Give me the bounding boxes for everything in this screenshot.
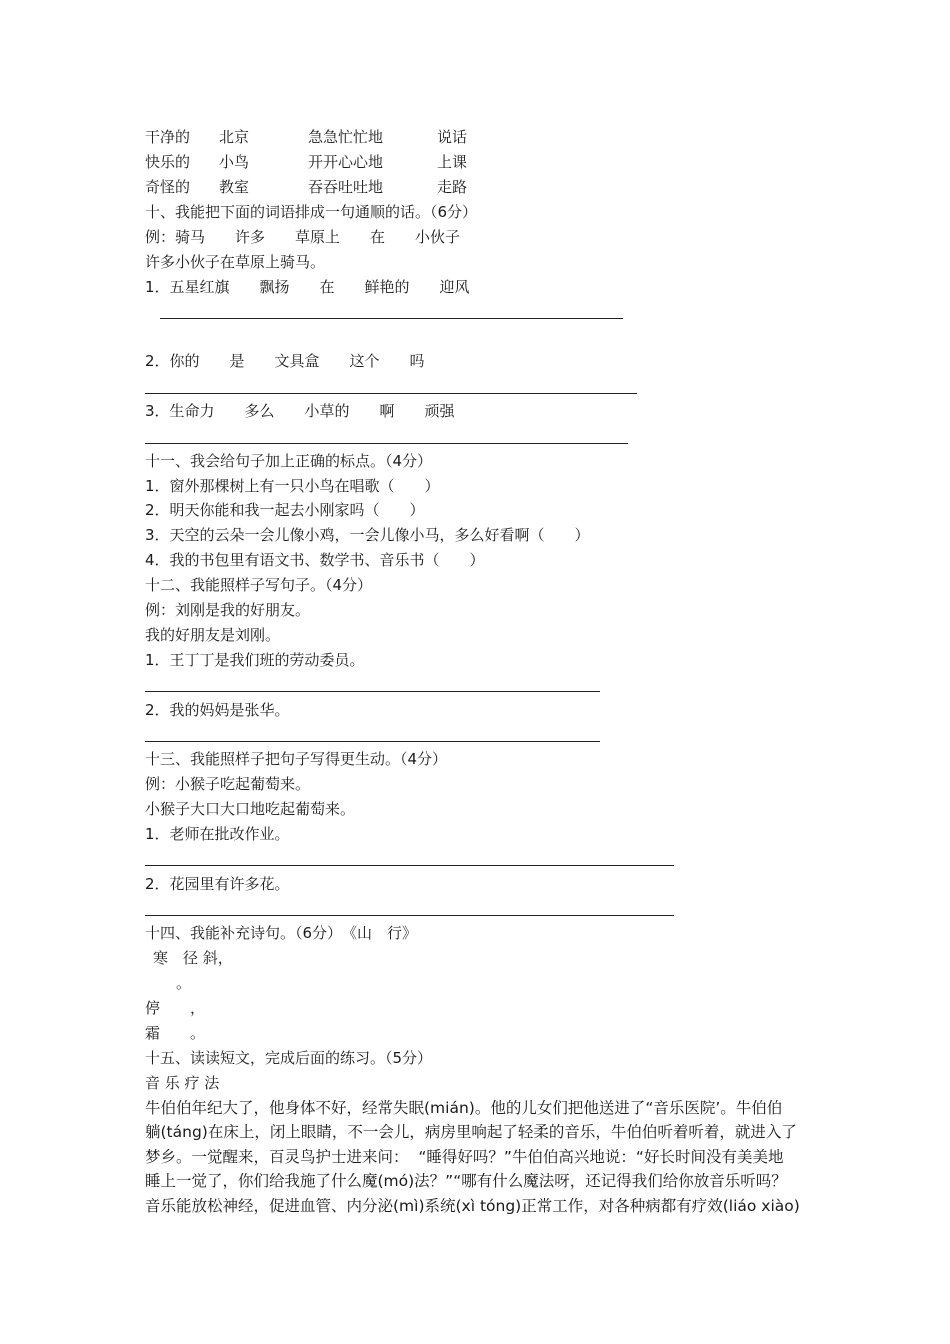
section-title-13: 十三、我能照样子把句子写得更生动。（4分）	[145, 750, 448, 768]
question-item: 1．五星红旗 飘扬 在 鲜艳的 迎风	[145, 278, 470, 296]
question-item: 3．天空的云朵一会儿像小鸡，一会儿像小马，多么好看啊（ ）	[145, 526, 590, 544]
example-answer: 许多小伙子在草原上骑马。	[145, 253, 326, 271]
passage-line: 音乐能放松神经，促进血管、内分泌(mì)系统(xì tóng)正常工作，对各种病都有疗效(liáo xiào)	[145, 1197, 800, 1215]
answer-line[interactable]	[145, 741, 600, 742]
match-word: 说话	[437, 128, 468, 146]
passage-line: 牛伯伯年纪大了，他身体不好，经常失眠(mián)。他的儿女们把他送进了“音乐医院’。牛伯伯	[145, 1099, 783, 1117]
example-sentence: 例：刘刚是我的好朋友。	[145, 601, 311, 619]
match-word: 教室	[219, 178, 250, 196]
answer-line[interactable]	[145, 393, 637, 394]
passage-line: 梦乡。一觉醒来，百灵鸟护士进来问： “睡得好吗？”牛伯伯高兴地说：“好长时间没有美美地	[145, 1148, 784, 1166]
example-sentence: 例：小猴子吃起葡萄来。	[145, 775, 311, 793]
question-item: 3．生命力 多么 小草的 啊 顽强	[145, 402, 455, 420]
poem-line: 霜 。	[145, 1024, 206, 1042]
answer-line[interactable]	[145, 691, 600, 692]
match-word: 奇怪的	[145, 178, 191, 196]
answer-line[interactable]	[145, 915, 674, 916]
question-item: 1．老师在批改作业。	[145, 825, 290, 843]
match-word: 开开心心地	[308, 153, 384, 171]
question-item: 2．你的 是 文具盒 这个 吗	[145, 352, 425, 370]
match-word: 吞吞吐吐地	[308, 178, 384, 196]
match-word: 干净的	[145, 128, 191, 146]
match-word: 上课	[437, 153, 468, 171]
poem-line: 。	[176, 974, 192, 992]
poem-line: 寒 径 斜，	[153, 949, 233, 967]
section-title-12: 十二、我能照样子写句子。（4分）	[145, 576, 373, 594]
match-word: 急急忙忙地	[308, 128, 384, 146]
section-title-10: 十、我能把下面的词语排成一句通顺的话。（6分）	[145, 203, 478, 221]
answer-line[interactable]	[145, 865, 674, 866]
section-title-15: 十五、读读短文，完成后面的练习。（5分）	[145, 1049, 433, 1067]
passage-line: 躺(táng)在床上，闭上眼睛，不一会儿，病房里响起了轻柔的音乐，牛伯伯听着听着，就进入了	[145, 1123, 797, 1141]
passage-title: 音 乐 疗 法	[145, 1074, 220, 1092]
match-word: 快乐的	[145, 153, 191, 171]
question-item: 4．我的书包里有语文书、数学书、音乐书（ ）	[145, 551, 485, 569]
answer-line[interactable]	[160, 318, 623, 319]
question-item: 1．王丁丁是我们班的劳动委员。	[145, 651, 365, 669]
match-word: 北京	[219, 128, 250, 146]
example-answer: 我的好朋友是刘刚。	[145, 626, 281, 644]
section-title-11: 十一、我会给句子加上正确的标点。（4分）	[145, 452, 433, 470]
question-item: 2．花园里有许多花。	[145, 875, 290, 893]
poem-line: 停 ，	[145, 999, 206, 1017]
answer-line[interactable]	[145, 443, 628, 444]
passage-line: 睡上一觉了，你们给我施了什么魔(mó)法？”“哪有什么魔法呀，还记得我们给你放音乐听吗？	[145, 1172, 787, 1190]
question-item: 1．窗外那棵树上有一只小鸟在唱歌（ ）	[145, 477, 440, 495]
match-word: 小鸟	[219, 153, 250, 171]
example-answer: 小猴子大口大口地吃起葡萄来。	[145, 800, 356, 818]
section-title-14: 十四、我能补充诗句。（6分） 《山 行》	[145, 924, 418, 942]
example-sentence: 例：骑马 许多 草原上 在 小伙子	[145, 228, 461, 246]
question-item: 2．我的妈妈是张华。	[145, 701, 290, 719]
question-item: 2．明天你能和我一起去小刚家吗（ ）	[145, 501, 425, 519]
match-word: 走路	[437, 178, 468, 196]
